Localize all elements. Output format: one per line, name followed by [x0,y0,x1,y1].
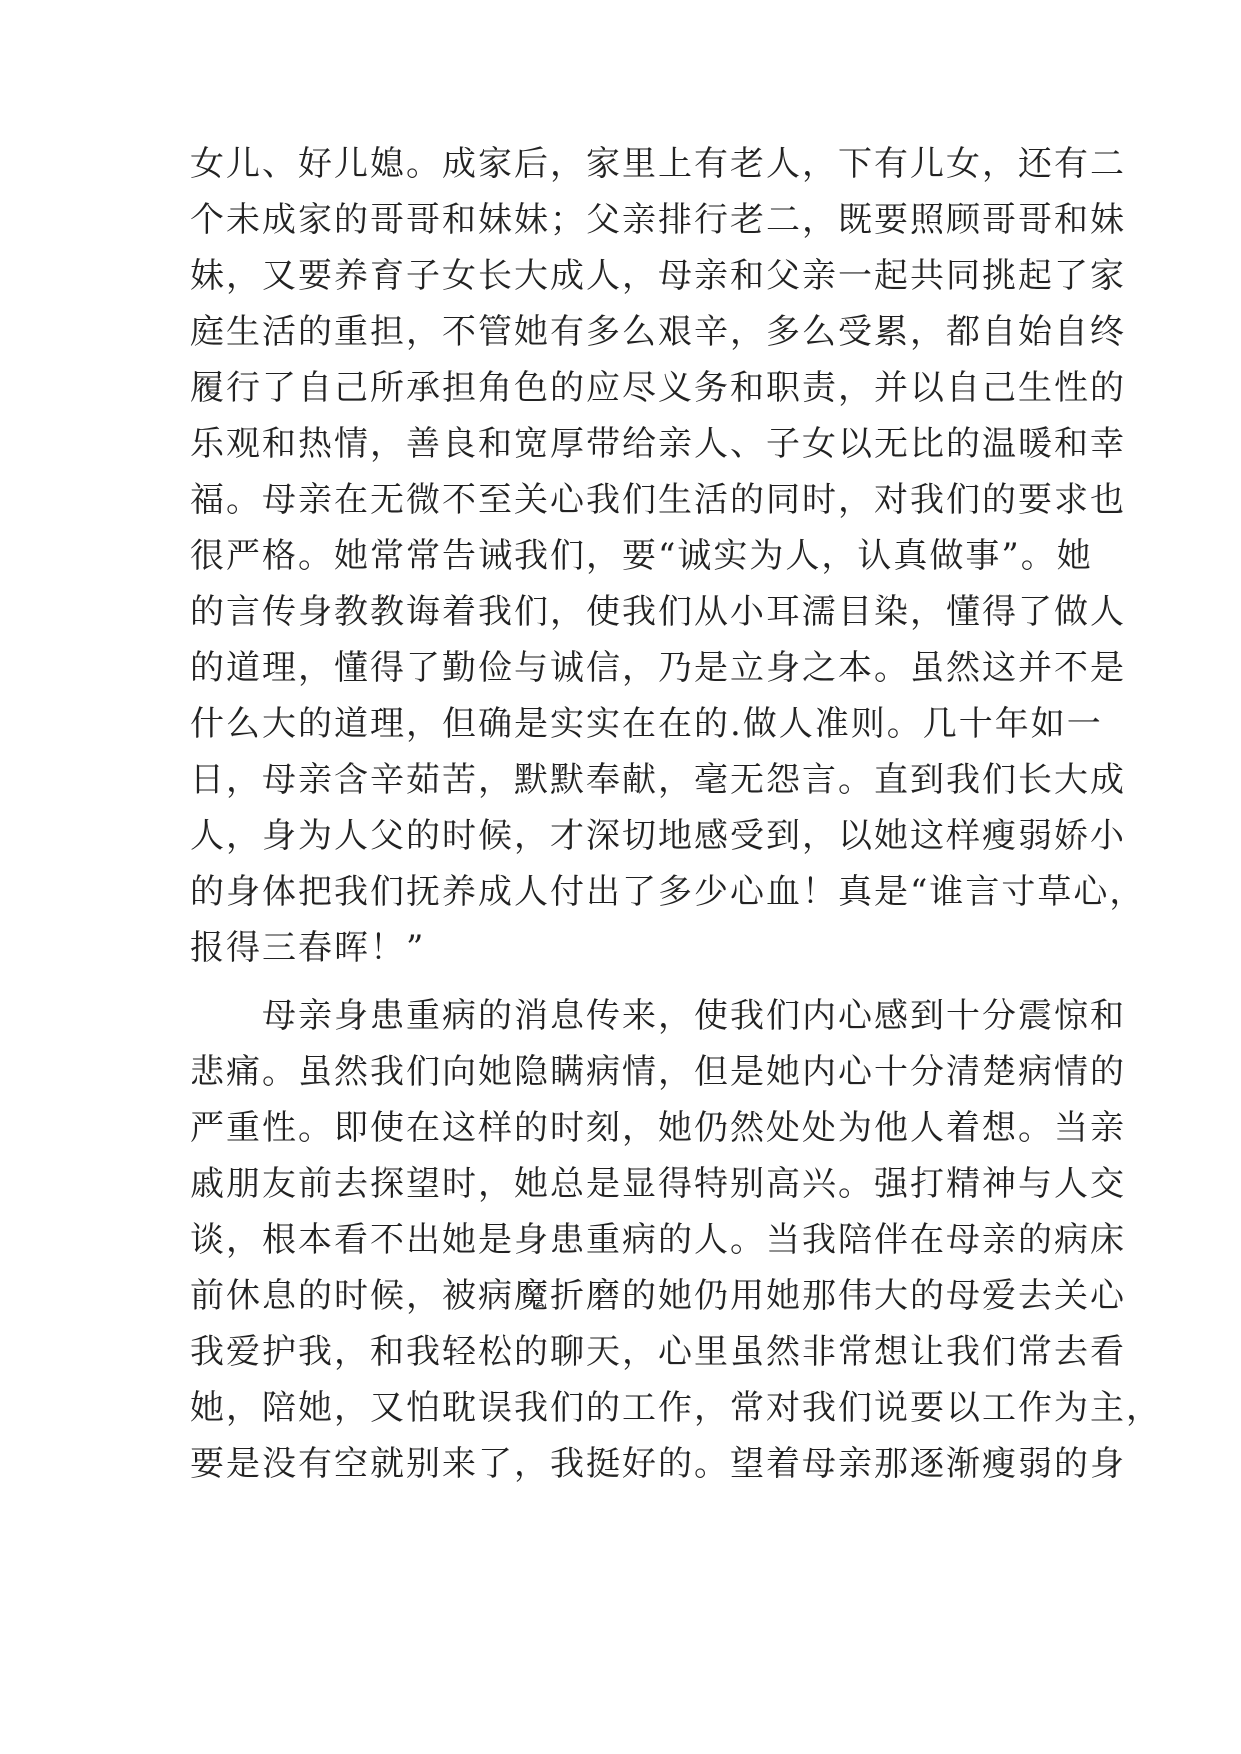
text-line: 个未成家的哥哥和妹妹；父亲排行老二，既要照顾哥哥和妹 [190,200,1126,240]
text-line: 福。母亲在无微不至关心我们生活的同时，对我们的要求也 [190,480,1126,520]
text-line: 妹，又要养育子女长大成人，母亲和父亲一起共同挑起了家 [190,256,1126,296]
text-line: 前休息的时候，被病魔折磨的她仍用她那伟大的母爱去关心 [190,1276,1126,1316]
text-line: 戚朋友前去探望时，她总是显得特别高兴。强打精神与人交 [190,1164,1126,1204]
text-line: 我爱护我，和我轻松的聊天，心里虽然非常想让我们常去看 [190,1332,1126,1372]
text-line: 庭生活的重担，不管她有多么艰辛，多么受累，都自始自终 [190,312,1126,352]
text-line: 女儿、好儿媳。成家后，家里上有老人，下有儿女，还有二 [190,144,1126,184]
text-line: 严重性。即使在这样的时刻，她仍然处处为他人着想。当亲 [190,1108,1126,1148]
text-line: 很严格。她常常告诫我们，要“诚实为人，认真做事”。她 [190,536,1093,576]
paragraph-1 [190,136,1146,976]
text-line: 的言传身教教诲着我们，使我们从小耳濡目染，懂得了做人 [190,592,1126,632]
document-body [190,136,1162,1492]
text-line: 悲痛。虽然我们向她隐瞒病情，但是她内心十分清楚病情的 [190,1052,1126,1092]
paragraph-2 [190,988,1162,1492]
text-line: 的道理，懂得了勤俭与诚信，乃是立身之本。虽然这并不是 [190,648,1126,688]
text-line: 要是没有空就别来了，我挺好的。望着母亲那逐渐瘦弱的身 [190,1444,1126,1484]
text-line: 的身体把我们抚养成人付出了多少心血！真是“谁言寸草心， [190,872,1146,912]
text-line: 她，陪她，又怕耽误我们的工作，常对我们说要以工作为主， [190,1388,1162,1428]
text-line: 报得三春晖！” [190,928,426,968]
text-line: 谈，根本看不出她是身患重病的人。当我陪伴在母亲的病床 [190,1220,1126,1260]
paragraph-spacing [190,976,1060,988]
text-line: 什么大的道理，但确是实实在在的.做人准则。几十年如一 [190,704,1103,744]
text-line: 履行了自己所承担角色的应尽义务和职责，并以自己生性的 [190,368,1126,408]
text-line: 乐观和热情，善良和宽厚带给亲人、子女以无比的温暖和幸 [190,424,1126,464]
text-line: 日，母亲含辛茹苦，默默奉献，毫无怨言。直到我们长大成 [190,760,1126,800]
text-line: 人，身为人父的时候，才深切地感受到，以她这样瘦弱娇小 [190,816,1126,856]
text-line: 母亲身患重病的消息传来，使我们内心感到十分震惊和 [190,996,1126,1036]
